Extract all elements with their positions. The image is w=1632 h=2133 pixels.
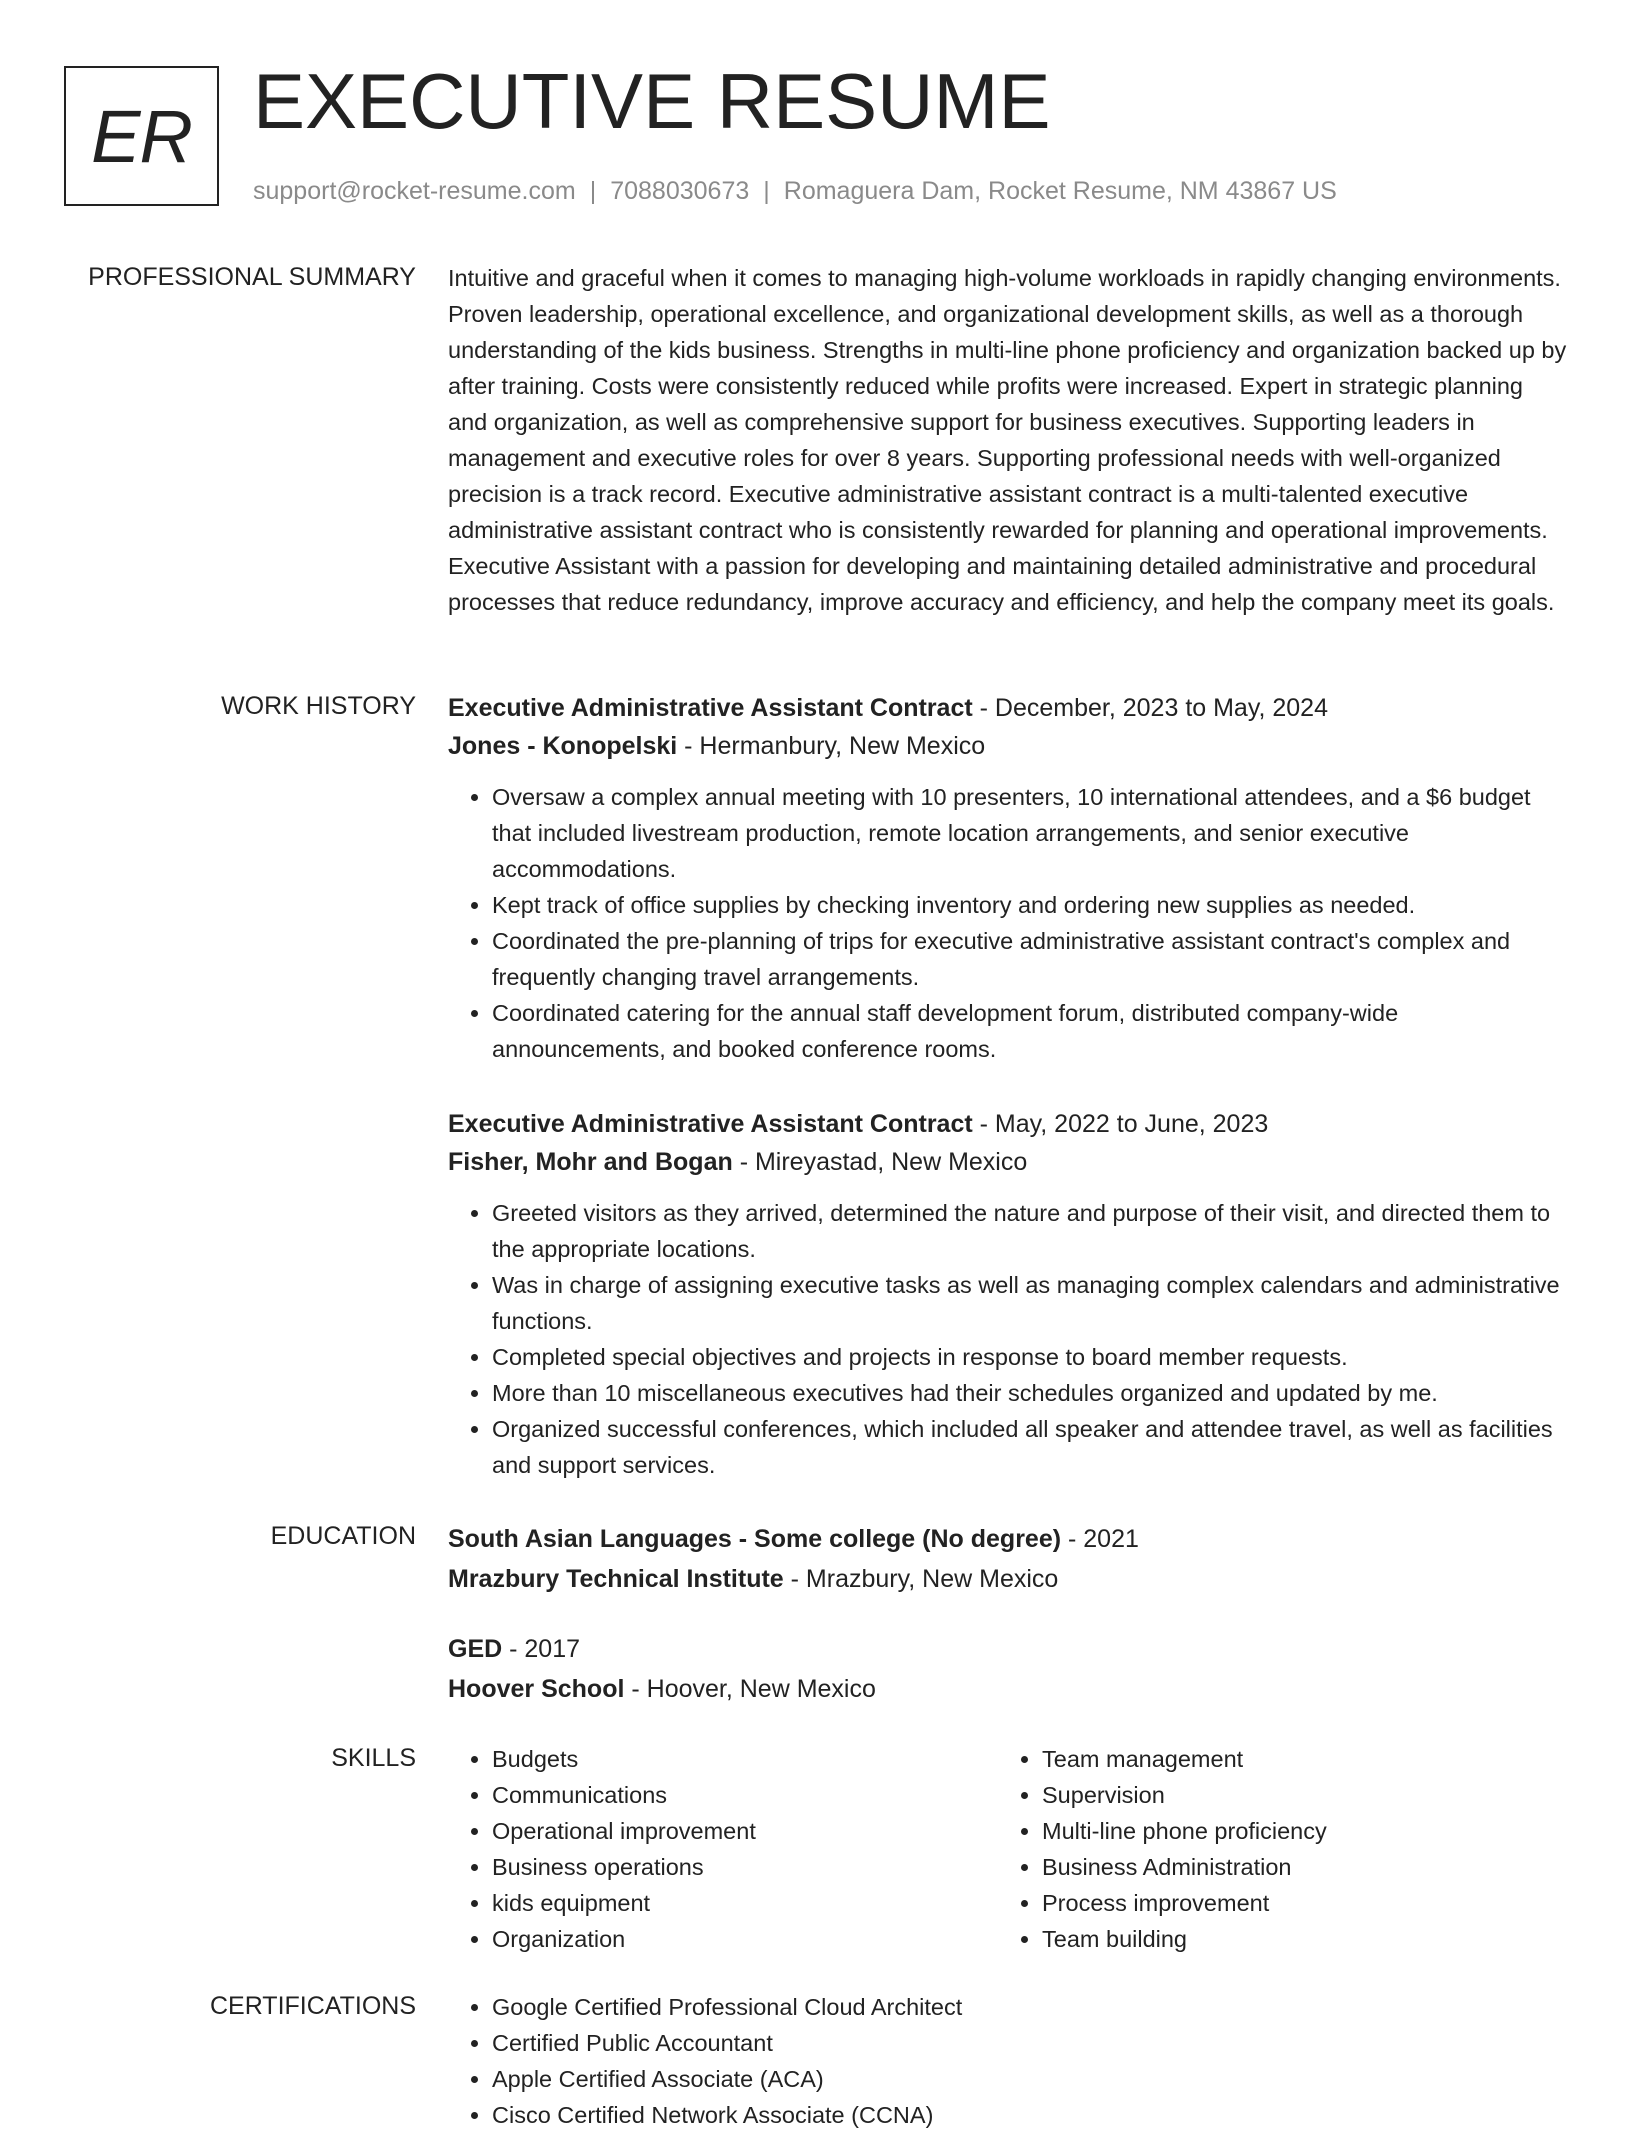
- job-location: - Hermanbury, New Mexico: [677, 732, 986, 760]
- certification-item: • Cisco Certified Network Associate (CCNA): [492, 2097, 1568, 2133]
- certifications-body: [448, 1989, 1568, 2133]
- education-school: Mrazbury Technical Institute: [448, 1565, 784, 1593]
- education-school: Hoover School: [448, 1675, 625, 1703]
- job-bullet: • Was in charge of assigning executive tasks as well as managing complex calendars and administrative functions.: [492, 1267, 1568, 1339]
- job-bullet: • Completed special objectives and projects in response to board member requests.: [492, 1339, 1568, 1375]
- contact-address: Romaguera Dam, Rocket Resume, NM 43867 US: [783, 177, 1337, 205]
- resume-title: EXECUTIVE RESUME: [253, 57, 1051, 145]
- skill-item: • Organization: [492, 1921, 998, 1957]
- skill-item: • Team building: [1042, 1921, 1548, 1957]
- job-bullet: • More than 10 miscellaneous executives had their schedules organized and updated by me.: [492, 1375, 1568, 1411]
- summary-body: [448, 260, 1568, 620]
- education-degree-line: [448, 1629, 876, 1669]
- contact-separator: |: [763, 177, 770, 205]
- certification-item: • Apple Certified Associate (ACA): [492, 2061, 1568, 2097]
- section-label-summary: PROFESSIONAL SUMMARY: [88, 263, 416, 291]
- job-company: Jones - Konopelski: [448, 732, 678, 760]
- certification-item: • Google Certified Professional Cloud Architect: [492, 1989, 1568, 2025]
- skills-list-left: [448, 1741, 998, 1957]
- education-entry: [448, 1519, 1568, 1599]
- job-bullet: • Coordinated the pre-planning of trips for executive administrative assistant contract's complex and frequently changing travel arrangements.: [492, 923, 1568, 995]
- section-label-skills: SKILLS: [331, 1744, 416, 1772]
- job-company: Fisher, Mohr and Bogan: [448, 1148, 733, 1176]
- skill-item: • Multi-line phone proficiency: [1042, 1813, 1548, 1849]
- education-entry: [448, 1629, 876, 1709]
- job-bullet: • Coordinated catering for the annual staff development forum, distributed company-wide announcements, and booked conference rooms.: [492, 995, 1568, 1067]
- job-bullets: [448, 1195, 1568, 1483]
- education-year: - 2017: [502, 1635, 581, 1663]
- summary-text: Intuitive and graceful when it comes to managing high-volume workloads in rapidly changing environments. Proven leadership, operational excellence, and organizational development skills, as well as a thorough understanding of the kids business. Strengths in multi-line phone proficiency and organization backed up by after training. Costs were consistently reduced while profits were increased. Expert in strategic planning and organization, as well as comprehensive support for business executives. Supporting leaders in management and executive roles for over 8 years. Supporting professional needs with well-organized precision is a track record. Executive administrative assistant contract is a multi-talented executive administrative assistant contract who is consistently rewarded for planning and operational improvements. Executive Assistant with a passion for developing and maintaining detailed administrative and procedural processes that reduce redundancy, improve accuracy and efficiency, and help the company meet its goals.: [448, 265, 1567, 615]
- monogram-logo: ER: [64, 66, 219, 206]
- education-degree-line: [448, 1519, 1568, 1559]
- job-title: Executive Administrative Assistant Contract: [448, 1110, 973, 1138]
- certifications-list: [448, 1989, 1568, 2133]
- skills-columns: [448, 1741, 1568, 1957]
- education-location: - Hoover, New Mexico: [624, 1675, 876, 1703]
- job-company-line: [448, 1143, 1568, 1181]
- education-location: - Mrazbury, New Mexico: [783, 1565, 1059, 1593]
- job-title-line: [448, 689, 1568, 727]
- job-title: Executive Administrative Assistant Contract: [448, 694, 973, 722]
- skill-item: • Supervision: [1042, 1777, 1548, 1813]
- job-entry: [448, 689, 1568, 1067]
- skill-item: • Process improvement: [1042, 1885, 1548, 1921]
- job-title-line: [448, 1105, 1568, 1143]
- job-dates: - December, 2023 to May, 2024: [972, 694, 1328, 722]
- work-history-body: [448, 689, 1568, 1478]
- job-company-line: [448, 727, 1568, 765]
- contact-separator: |: [589, 177, 597, 205]
- section-label-certifications: CERTIFICATIONS: [209, 1992, 416, 2020]
- skill-item: • Communications: [492, 1777, 998, 1813]
- skill-item: • Operational improvement: [492, 1813, 998, 1849]
- education-degree: South Asian Languages - Some college (No degree): [448, 1525, 1062, 1553]
- education-degree: GED: [448, 1635, 503, 1663]
- skill-item: • Business Administration: [1042, 1849, 1548, 1885]
- contact-email: support@rocket-resume.com: [253, 177, 576, 205]
- job-bullet: • Organized successful conferences, which included all speaker and attendee travel, as well as facilities and support services.: [492, 1411, 1568, 1483]
- job-bullet: • Kept track of office supplies by checking inventory and ordering new supplies as needed.: [492, 887, 1568, 923]
- education-school-line: [448, 1559, 1568, 1599]
- skill-item: • Team management: [1042, 1741, 1548, 1777]
- job-bullet: • Oversaw a complex annual meeting with 10 presenters, 10 international attendees, and a $6 budget that included livestream production, remote location arrangements, and senior executive accommodations.: [492, 779, 1568, 887]
- contact-line: [253, 174, 1337, 208]
- job-location: - Mireyastad, New Mexico: [732, 1148, 1028, 1176]
- job-bullets: [448, 779, 1568, 1067]
- skill-item: • Business operations: [492, 1849, 998, 1885]
- job-entry: [448, 1105, 1568, 1483]
- education-body: [448, 1519, 1568, 1703]
- contact-phone: 7088030673: [610, 177, 750, 205]
- certification-item: • Certified Public Accountant: [492, 2025, 1568, 2061]
- skills-list-right: [998, 1741, 1548, 1957]
- job-bullet: • Greeted visitors as they arrived, determined the nature and purpose of their visit, and directed them to the appropriate locations.: [492, 1195, 1568, 1267]
- section-label-education: EDUCATION: [270, 1522, 416, 1550]
- education-school-line: [448, 1669, 876, 1709]
- skill-item: • Budgets: [492, 1741, 998, 1777]
- job-dates: - May, 2022 to June, 2023: [972, 1110, 1269, 1138]
- section-label-work-history: WORK HISTORY: [221, 692, 416, 720]
- skills-body: [448, 1741, 1568, 1957]
- education-year: - 2021: [1061, 1525, 1139, 1553]
- skill-item: • kids equipment: [492, 1885, 998, 1921]
